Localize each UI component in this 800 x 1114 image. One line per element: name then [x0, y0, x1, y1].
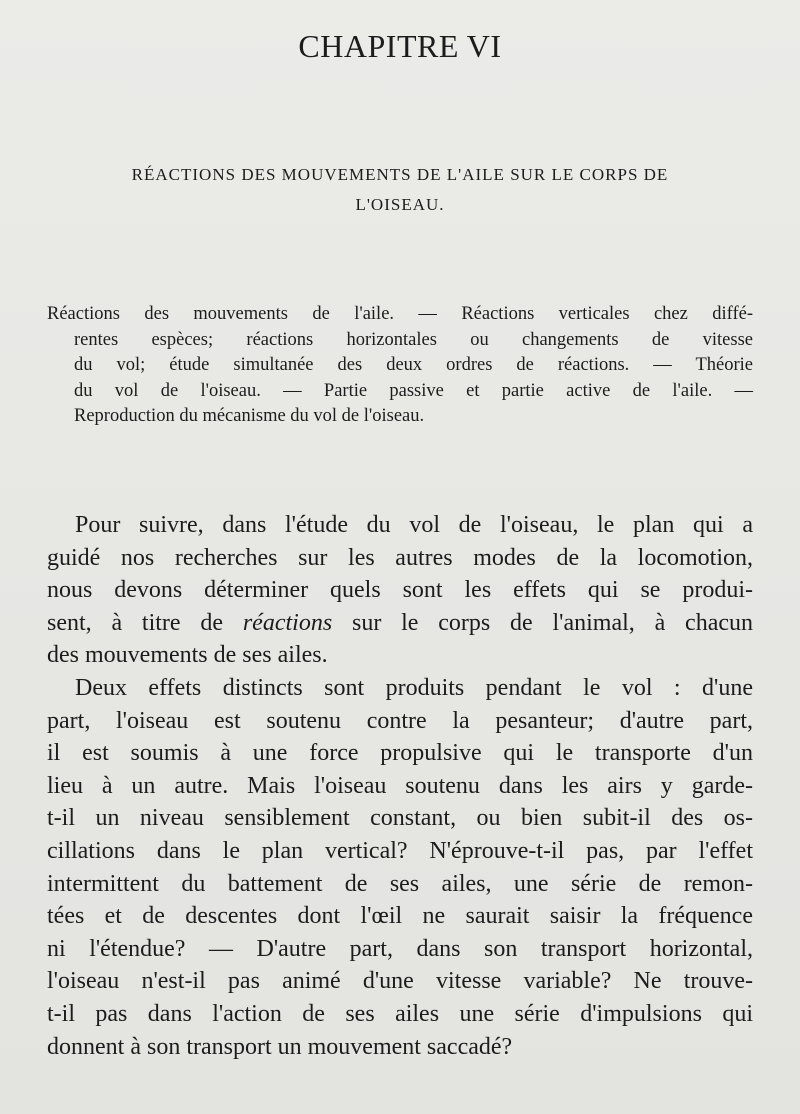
paragraph-line: Deux effets distincts sont produits pendant le vol : d'une — [75, 674, 753, 701]
paragraph-line: lieu à un autre. Mais l'oiseau soutenu dans les airs y garde- — [47, 772, 753, 799]
subtitle-line: L'OISEAU. — [355, 195, 445, 214]
paragraph-line: t-il pas dans l'action de ses ailes une série d'impulsions qui — [47, 1000, 753, 1027]
paragraph-line: tées et de descentes dont l'œil ne saurait saisir la fréquence — [47, 903, 753, 930]
paragraph-line: t-il un niveau sensiblement constant, ou bien subit-il des os- — [47, 805, 753, 832]
paragraph-line: il est soumis à une force propulsive qui le transporte d'un — [47, 740, 753, 767]
paragraph-line: nous devons déterminer quels sont les effets qui se produi- — [47, 577, 753, 604]
paragraph-line: Pour suivre, dans l'étude du vol de l'oiseau, le plan qui a — [75, 512, 753, 538]
paragraph-line: intermittent du battement de ses ailes, une série de remon- — [47, 870, 753, 897]
summary-line: du vol; étude simultanée des deux ordres de réactions. — Théorie — [74, 355, 753, 375]
italic-term: réactions — [242, 609, 333, 636]
paragraph-line: l'oiseau n'est-il pas animé d'une vitesse variable? Ne trouve- — [47, 968, 753, 995]
paragraph-line: part, l'oiseau est soutenu contre la pesanteur; d'autre part, — [47, 707, 753, 734]
text-run: sur le corps de l'animal, à chacun — [332, 609, 753, 636]
summary-line: Reproduction du mécanisme du vol de l'oiseau. — [74, 406, 425, 426]
text-run: sent, à titre de — [47, 609, 243, 636]
paragraph-line: cillations dans le plan vertical? N'éprouve-t-il pas, par l'effet — [47, 837, 753, 864]
summary-line: rentes espèces; réactions horizontales ou changements de vitesse — [74, 329, 753, 350]
chapter-summary — [47, 302, 753, 430]
paragraph-line: des mouvements de ses ailes. — [47, 642, 328, 669]
body-text — [47, 509, 753, 1063]
subtitle-line: RÉACTIONS DES MOUVEMENTS DE L'AILE SUR LE CORPS DE — [131, 165, 669, 184]
paragraph-line: guidé nos recherches sur les autres modes de la locomotion, — [47, 544, 753, 571]
paragraph-line — [47, 607, 753, 640]
chapter-title: CHAPITRE VI — [298, 28, 502, 64]
summary-line: du vol de l'oiseau. — Partie passive et partie active de l'aile. — — [74, 380, 753, 401]
chapter-subtitle — [40, 160, 760, 220]
summary-line: Réactions des mouvements de l'aile. — Réactions verticales chez diffé- — [47, 304, 753, 324]
paragraph-line: donnent à son transport un mouvement saccadé? — [47, 1033, 513, 1060]
paragraph-line: ni l'étendue? — D'autre part, dans son transport horizontal, — [47, 935, 753, 962]
